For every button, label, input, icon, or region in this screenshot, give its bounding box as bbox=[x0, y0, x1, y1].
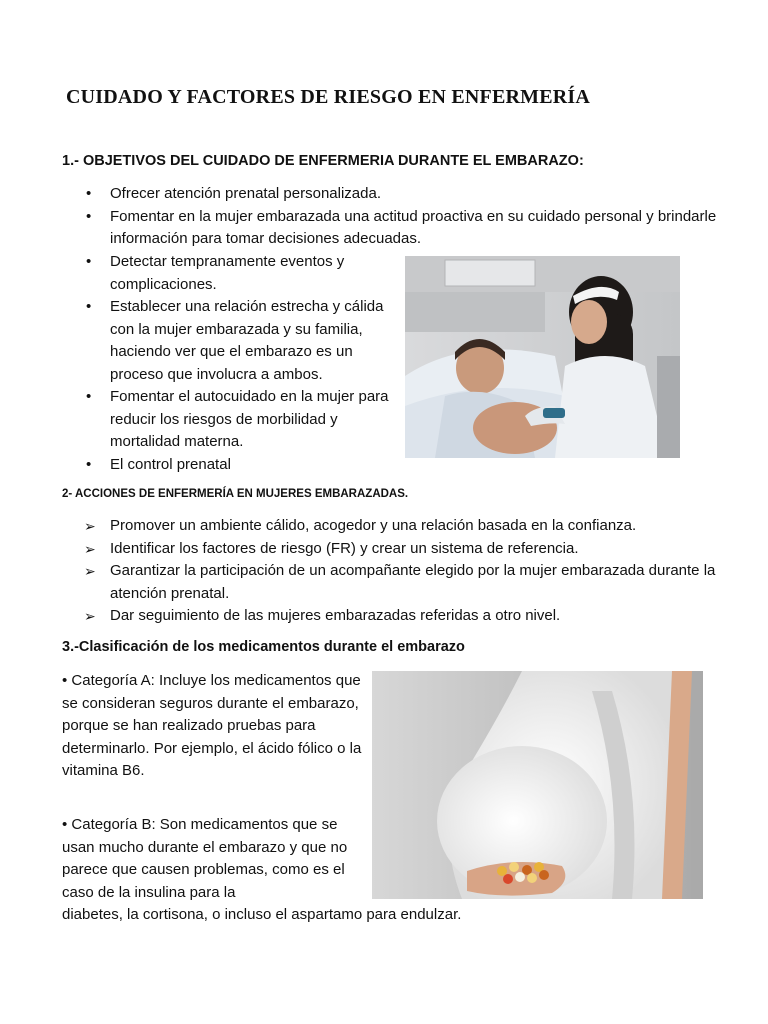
list-item: ➢ Garantizar la participación de un acompañante elegido por la mujer embarazada durante la atención prenatal. bbox=[62, 560, 722, 605]
objectives-list-full bbox=[62, 183, 722, 251]
list-item: • Fomentar en la mujer embarazada una actitud proactiva en su cuidado personal y brindarle información para tomar decisiones adecuadas. bbox=[62, 206, 722, 251]
objectives-list-narrow bbox=[62, 251, 400, 476]
list-item: • Establecer una relación estrecha y cálida con la mujer embarazada y su familia, haciendo ver que el embarazo es un proceso que involucra a ambos. bbox=[62, 296, 400, 386]
pregnant-woman-pills-photo bbox=[372, 671, 703, 899]
list-item: ➢ Identificar los factores de riesgo (FR) y crear un sistema de referencia. bbox=[62, 538, 722, 561]
section-3-heading: 3.-Clasificación de los medicamentos durante el embarazo bbox=[62, 639, 465, 655]
list-item: ➢ Dar seguimiento de las mujeres embarazadas referidas a otro nivel. bbox=[62, 605, 722, 628]
list-item: • El control prenatal bbox=[62, 454, 400, 477]
section-2-heading: 2- ACCIONES DE ENFERMERÍA EN MUJERES EMBARAZADAS. bbox=[62, 488, 409, 500]
category-a-paragraph: • Categoría A: Incluye los medicamentos que se consideran seguros durante el embarazo, porque se han realizado pruebas para determinarlo. Por ejemplo, el ácido fólico o la vitamina B6. bbox=[62, 672, 362, 779]
list-item: • Detectar tempranamente eventos y complicaciones. bbox=[62, 251, 400, 296]
category-b-paragraph-part1: • Categoría B: Son medicamentos que se usan mucho durante el embarazo y que no parece que causen problemas, como es el caso de la insulina para la bbox=[62, 816, 348, 901]
list-item: ➢ Promover un ambiente cálido, acogedor y una relación basada en la confianza. bbox=[62, 515, 722, 538]
section-1-heading: 1.- OBJETIVOS DEL CUIDADO DE ENFERMERIA DURANTE EL EMBARAZO: bbox=[62, 153, 584, 169]
actions-list bbox=[62, 515, 722, 628]
page-title: CUIDADO Y FACTORES DE RIESGO EN ENFERMERÍA bbox=[66, 86, 591, 108]
nurse-patient-photo bbox=[405, 256, 680, 458]
list-item: • Fomentar el autocuidado en la mujer para reducir los riesgos de morbilidad y mortalidad materna. bbox=[62, 386, 400, 454]
list-item: • Ofrecer atención prenatal personalizada. bbox=[62, 183, 722, 206]
category-b-paragraph-part2: diabetes, la cortisona, o incluso el aspartamo para endulzar. bbox=[62, 906, 462, 923]
